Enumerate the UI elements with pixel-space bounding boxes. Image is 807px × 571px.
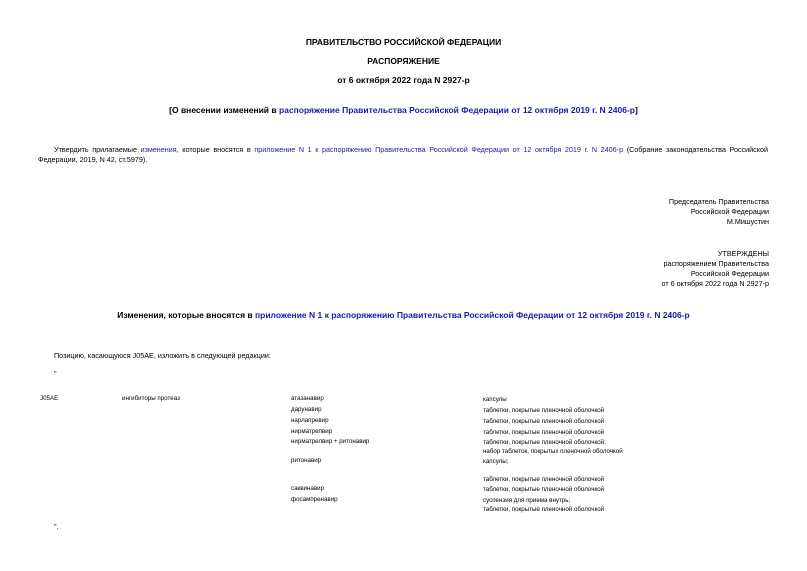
approval-line: от 6 октября 2022 года N 2927-р (661, 279, 769, 288)
amended-order-link[interactable]: распоряжение Правительства Российской Федерации от 12 октября 2019 г. N 2406-р (278, 105, 635, 115)
dosage-form (483, 457, 508, 466)
document-date: от 6 октября 2022 года N 2927-р (337, 75, 470, 85)
document-title-suffix: ] (634, 105, 638, 115)
drug-name: саквинавир (291, 485, 325, 492)
opening-quote: " (54, 369, 57, 378)
dosage-form-line: таблетки, покрытые пленочной оболочкой (483, 429, 605, 436)
signature-line: Председатель Правительства (668, 197, 769, 206)
dosage-form-line: таблетки, покрытые пленочной оболочкой (483, 418, 605, 425)
changes-appendix-link[interactable]: приложение N 1 к распоряжению Правительства Российской Федерации от 12 октября 2019 г. N 2406-р (255, 310, 690, 320)
approval-stamp (662, 249, 770, 289)
document-title (0, 105, 807, 115)
pharma-group: ингибиторы протеаз (122, 395, 180, 402)
dosage-form (483, 496, 604, 514)
appendix-link[interactable]: приложение N 1 к распоряжению Правительства Российской Федерации от 12 октября 2019 г. N 2406-р (254, 145, 624, 154)
drug-name: ритонавир (291, 457, 322, 464)
dosage-form-line: таблетки, покрытые пленочной оболочкой (483, 407, 605, 414)
document-title-prefix: [О внесении изменений в (169, 105, 279, 115)
drug-name: нирматрелвир + ритонавир (291, 438, 370, 445)
drug-name: фосампренавир (291, 496, 338, 503)
changes-title (0, 310, 807, 320)
signature-block (669, 197, 769, 227)
closing-quote: ". (54, 522, 59, 531)
signature-line: Российской Федерации (690, 207, 769, 216)
paragraph-text-a: Утвердить прилагаемые (54, 145, 141, 154)
document-type: РАСПОРЯЖЕНИЕ (367, 56, 440, 66)
paragraph-text-c: (Собрание законодательства Российской Федерации, 2019, N 42, ст.5979). (38, 145, 769, 164)
dosage-form-line: таблетки, покрытые пленочной оболочкой (483, 476, 605, 483)
approval-line: УТВЕРЖДЕНЫ (717, 249, 769, 258)
dosage-form-line: суспензия для приема внутрь; (483, 497, 571, 504)
drug-name: дарунавир (291, 406, 322, 413)
changes-link[interactable]: изменения (140, 145, 177, 154)
approval-line: Российской Федерации (690, 269, 769, 278)
government-heading: ПРАВИТЕЛЬСТВО РОССИЙСКОЙ ФЕДЕРАЦИИ (305, 37, 502, 47)
dosage-form-line: таблетки, покрытые пленочной оболочкой (483, 486, 605, 493)
drug-name: нарлапревир (291, 417, 329, 424)
approval-line: распоряжением Правительства (663, 259, 769, 268)
dosage-form (483, 428, 604, 437)
signature-name: М.Мишустин (726, 217, 769, 226)
dosage-form (483, 438, 623, 456)
dosage-form (483, 417, 604, 426)
dosage-form (483, 485, 604, 494)
dosage-form-line: набор таблеток, покрытых пленочной оболочкой (483, 448, 623, 455)
changes-title-prefix: Изменения, которые вносятся в (117, 310, 255, 320)
dosage-form-line: таблетки, покрытые пленочной оболочкой (483, 506, 605, 513)
approval-paragraph (38, 145, 768, 165)
position-intro: Позицию, касающуюся J05AE, изложить в следующей редакции: (54, 351, 271, 360)
dosage-form (483, 475, 604, 484)
drug-name: атазанавир (291, 395, 324, 402)
drug-name: нирматрелвир (291, 428, 333, 435)
dosage-form-line: капсулы; (483, 458, 509, 465)
atc-code: J05AE (40, 395, 59, 402)
dosage-form (483, 395, 507, 404)
dosage-form (483, 406, 604, 415)
dosage-form-line: таблетки, покрытые пленочной оболочкой; (483, 439, 606, 446)
dosage-form-line: капсулы (483, 396, 507, 403)
paragraph-text-b: , которые вносятся в (176, 145, 255, 154)
